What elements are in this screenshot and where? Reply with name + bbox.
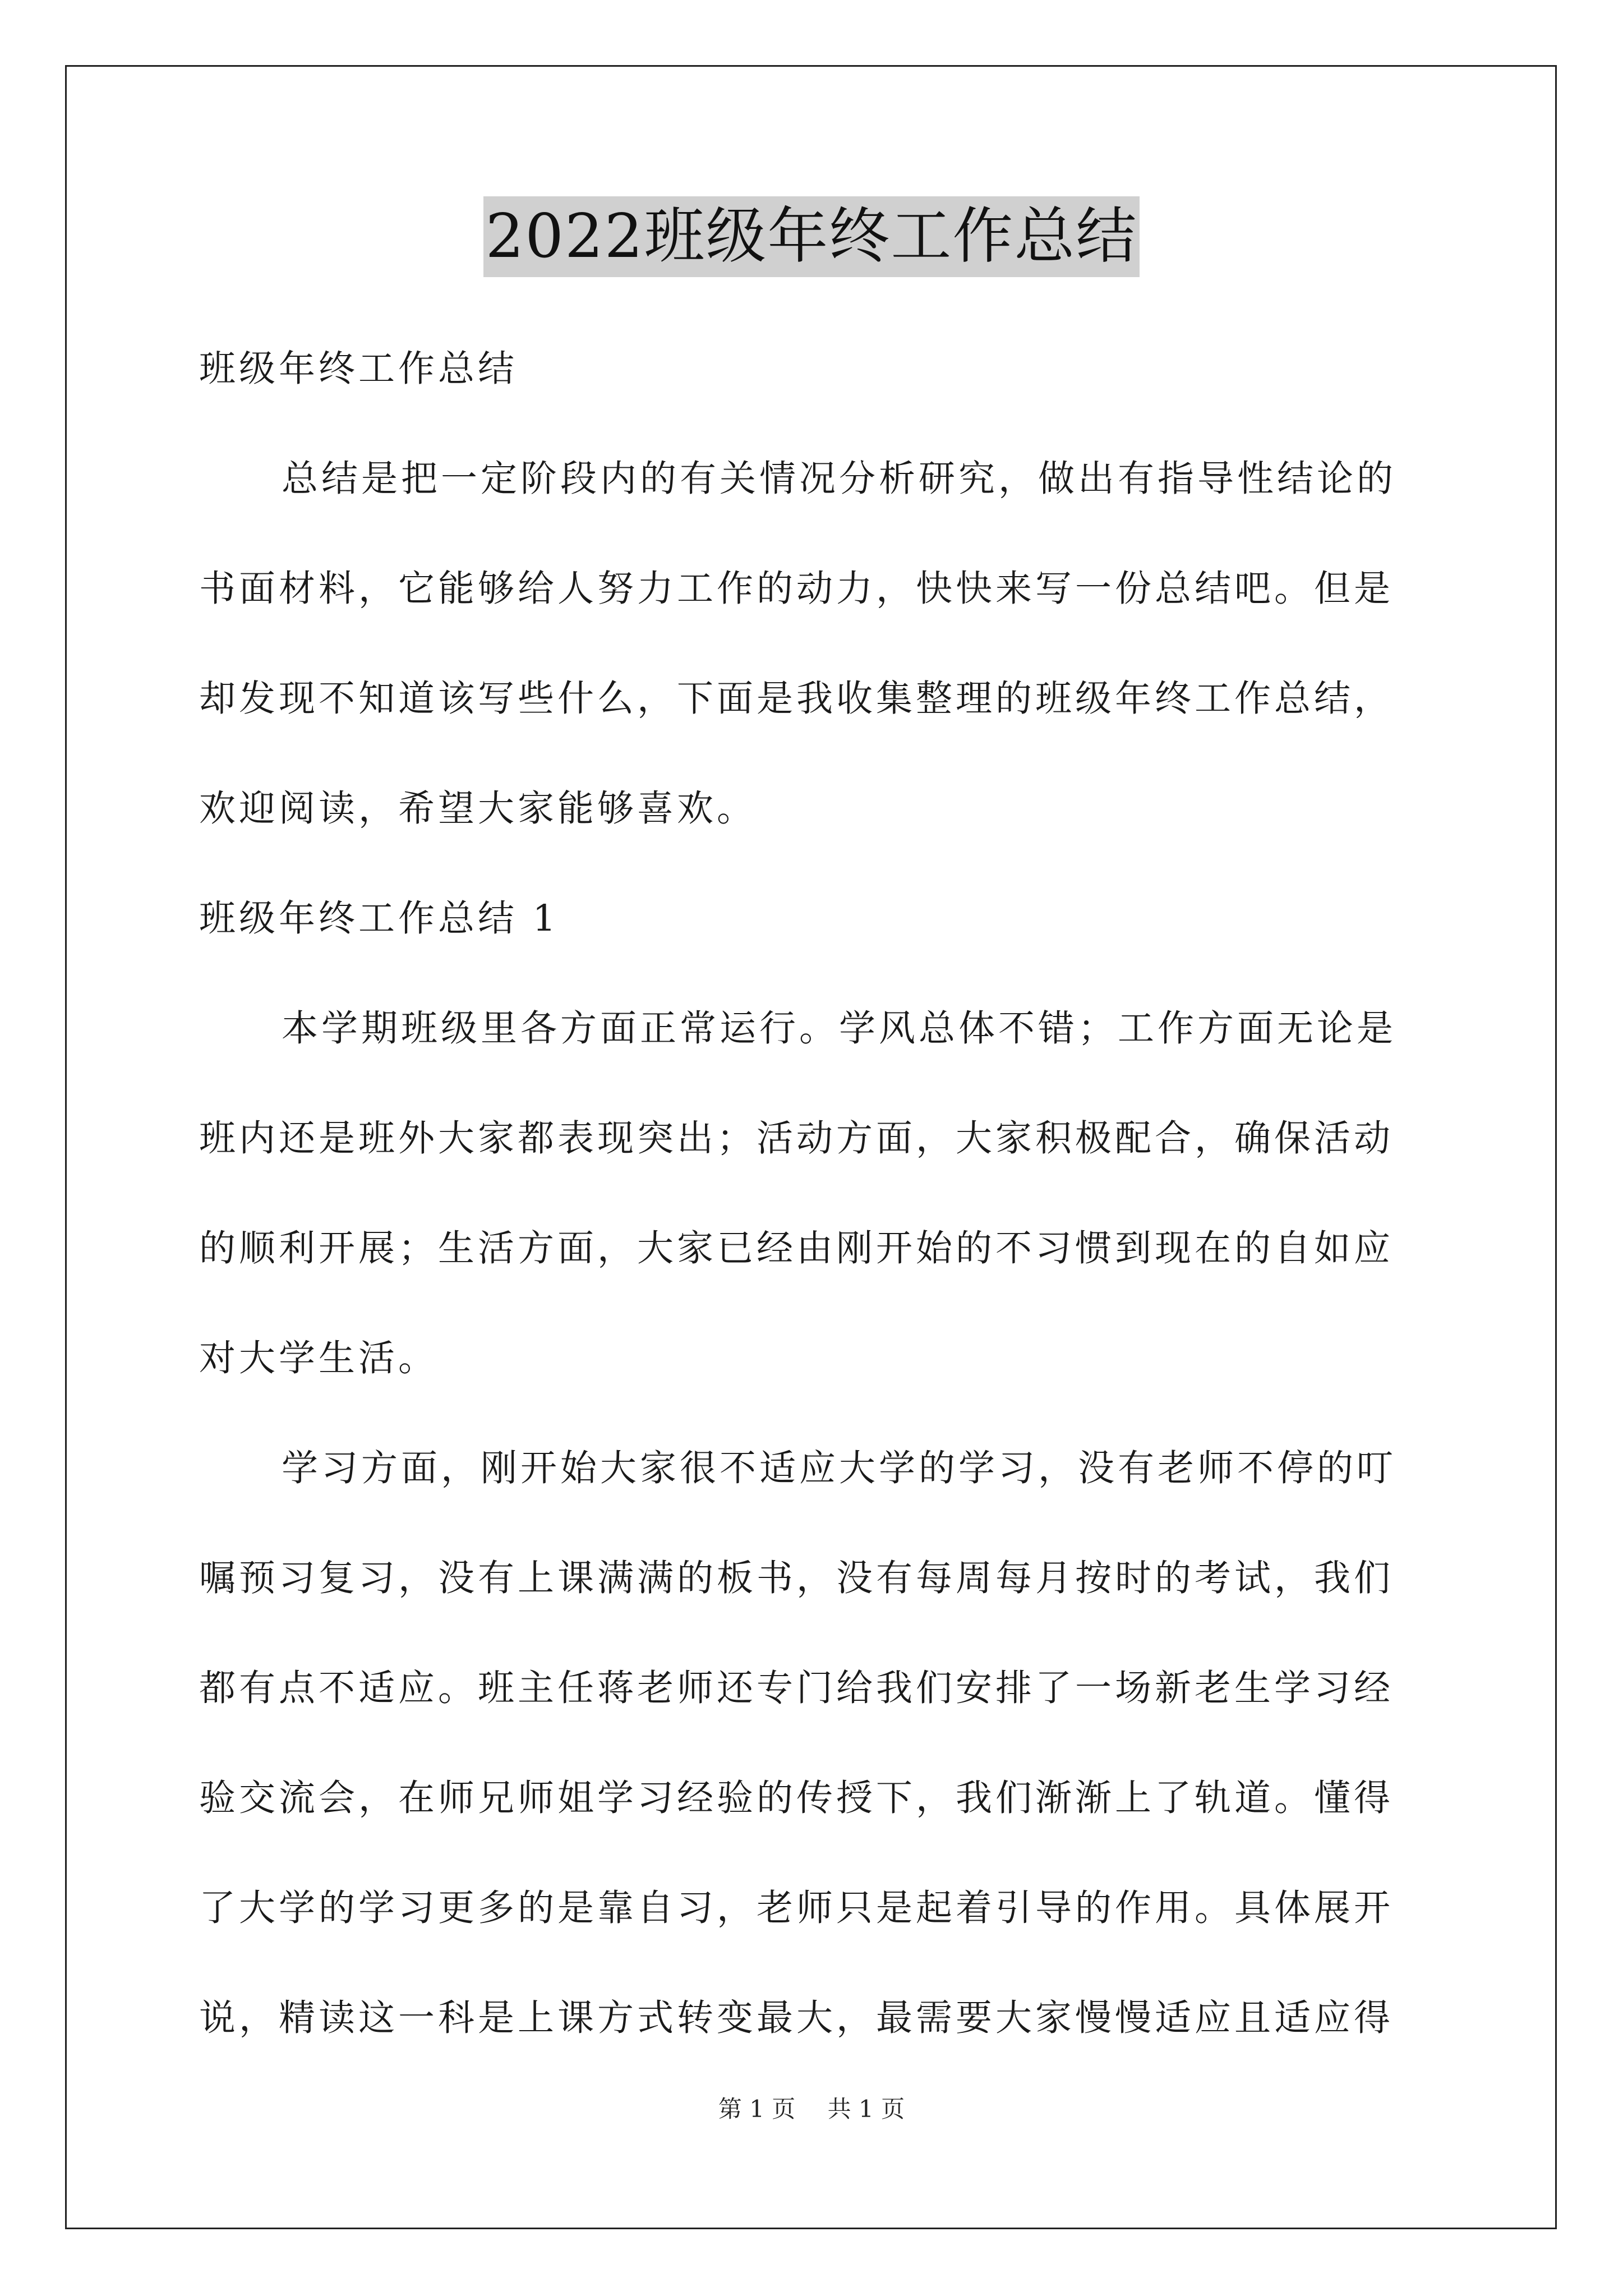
paragraph-line: 书面材料，它能够给人努力工作的动力，快快来写一份总结吧。但是 xyxy=(199,568,1394,610)
title-container xyxy=(0,196,1623,277)
page-number: 第 1 页 xyxy=(718,2095,796,2123)
paragraph-line: 的顺利开展；生活方面，大家已经由刚开始的不习惯到现在的自如应 xyxy=(199,1227,1394,1269)
paragraph-line: 嘱预习复习，没有上课满满的板书，没有每周每月按时的考试，我们 xyxy=(199,1557,1394,1599)
paragraph-line: 本学期班级里各方面正常运行。学风总体不错；工作方面无论是 xyxy=(282,1007,1397,1050)
paragraph-line: 班内还是班外大家都表现突出；活动方面，大家积极配合，确保活动 xyxy=(199,1117,1394,1159)
paragraph-line: 总结是把一定阶段内的有关情况分析研究，做出有指导性结论的 xyxy=(282,458,1397,500)
paragraph-line: 学习方面，刚开始大家很不适应大学的学习，没有老师不停的叮 xyxy=(282,1447,1397,1489)
section-heading: 班级年终工作总结 1 xyxy=(199,898,560,940)
paragraph-line: 验交流会，在师兄师姐学习经验的传授下，我们渐渐上了轨道。懂得 xyxy=(199,1777,1394,1819)
paragraph-line: 却发现不知道该写些什么，下面是我收集整理的班级年终工作总结， xyxy=(199,678,1394,720)
paragraph-line: 都有点不适应。班主任蒋老师还专门给我们安排了一场新老生学习经 xyxy=(199,1667,1394,1709)
page-footer xyxy=(0,2092,1623,2126)
paragraph-line: 对大学生活。 xyxy=(199,1337,439,1379)
page-total: 共 1 页 xyxy=(827,2095,905,2123)
section-heading: 班级年终工作总结 xyxy=(199,348,518,390)
paragraph-line: 说，精读这一科是上课方式转变最大，最需要大家慢慢适应且适应得 xyxy=(199,1997,1394,2039)
document-body xyxy=(199,314,1424,2073)
paragraph-line: 了大学的学习更多的是靠自习，老师只是起着引导的作用。具体展开 xyxy=(199,1887,1394,1929)
document-title: 2022班级年终工作总结 xyxy=(483,196,1140,277)
paragraph-line: 欢迎阅读，希望大家能够喜欢。 xyxy=(199,788,757,830)
